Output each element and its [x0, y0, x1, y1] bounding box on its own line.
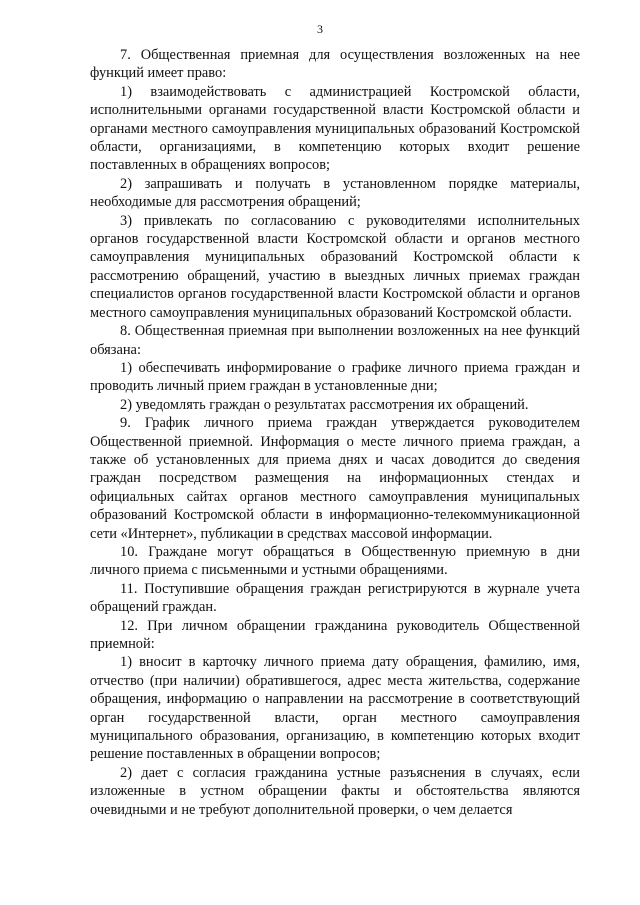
paragraph-7: 7. Общественная приемная для осуществления возложенных на нее функций имеет право:	[90, 47, 580, 82]
paragraph-9: 9. График личного приема граждан утверждается руководителем Общественной приемной. Информация о месте личного приема граждан, а также об установленных для приема днях и часах доводится до сведения граждан посредством размещения на информационных стендах и официальных сайтах органов местного самоуправления муниципальных образований Костромской области в информационно-телекоммуникационной сети «Интернет», публикации в средствах массовой информации.	[90, 415, 580, 542]
paragraph-7-item-2: 2) запрашивать и получать в установленном порядке материалы, необходимые для рассмотрения обращений;	[90, 175, 580, 211]
paragraph-7-item-3: 3) привлекать по согласованию с руководителями исполнительных органов государственной власти Костромской области и органов местного самоуправления муниципальных образований Костромской области к рассмотрению обращений, участию в выездных личных приемах граждан специалистов органов государственной власти Костромской области и органов местного самоуправления муниципальных образований Костромской области.	[90, 212, 580, 321]
paragraph-12-item-2: 2) дает с согласия гражданина устные разъяснения в случаях, если изложенные в устном обращении факты и обстоятельства являются очевидными и не требуют дополнительной проверки, о чем делается	[90, 764, 580, 818]
paragraph-11: 11. Поступившие обращения граждан регистрируются в журнале учета обращений граждан.	[90, 580, 580, 616]
document-body	[90, 46, 580, 819]
paragraph-8-item-2: 2) уведомлять граждан о результатах рассмотрения их обращений.	[120, 396, 529, 413]
paragraph-8-item-1: 1) обеспечивать информирование о графике личного приема граждан и проводить личный прием граждан в установленные дни;	[90, 359, 580, 395]
paragraph-12: 12. При личном обращении гражданина руководитель Общественной приемной:	[90, 617, 580, 652]
paragraph-10: 10. Граждане могут обращаться в Общественную приемную в дни личного приема с письменными и устными обращениями.	[90, 543, 580, 579]
paragraph-7-item-1: 1) взаимодействовать с администрацией Костромской области, исполнительными органами государственной власти Костромской области и органами местного самоуправления муниципальных образований Костромской области, организациями, в компетенцию которых входит решение поставленных в обращениях вопросов;	[90, 83, 580, 174]
paragraph-8: 8. Общественная приемная при выполнении возложенных на нее функций обязана:	[90, 323, 580, 358]
paragraph-12-item-1: 1) вносит в карточку личного приема дату обращения, фамилию, имя, отчество (при наличии) обратившегося, адрес места жительства, содержание обращения, информацию о направлении на рассмотрение в соответствующий орган государственной власти, орган местного самоуправления муниципального образования, организацию, в компетенцию которых входит решение поставленных в обращении вопросов;	[90, 654, 580, 763]
page-number: 3	[317, 22, 323, 36]
